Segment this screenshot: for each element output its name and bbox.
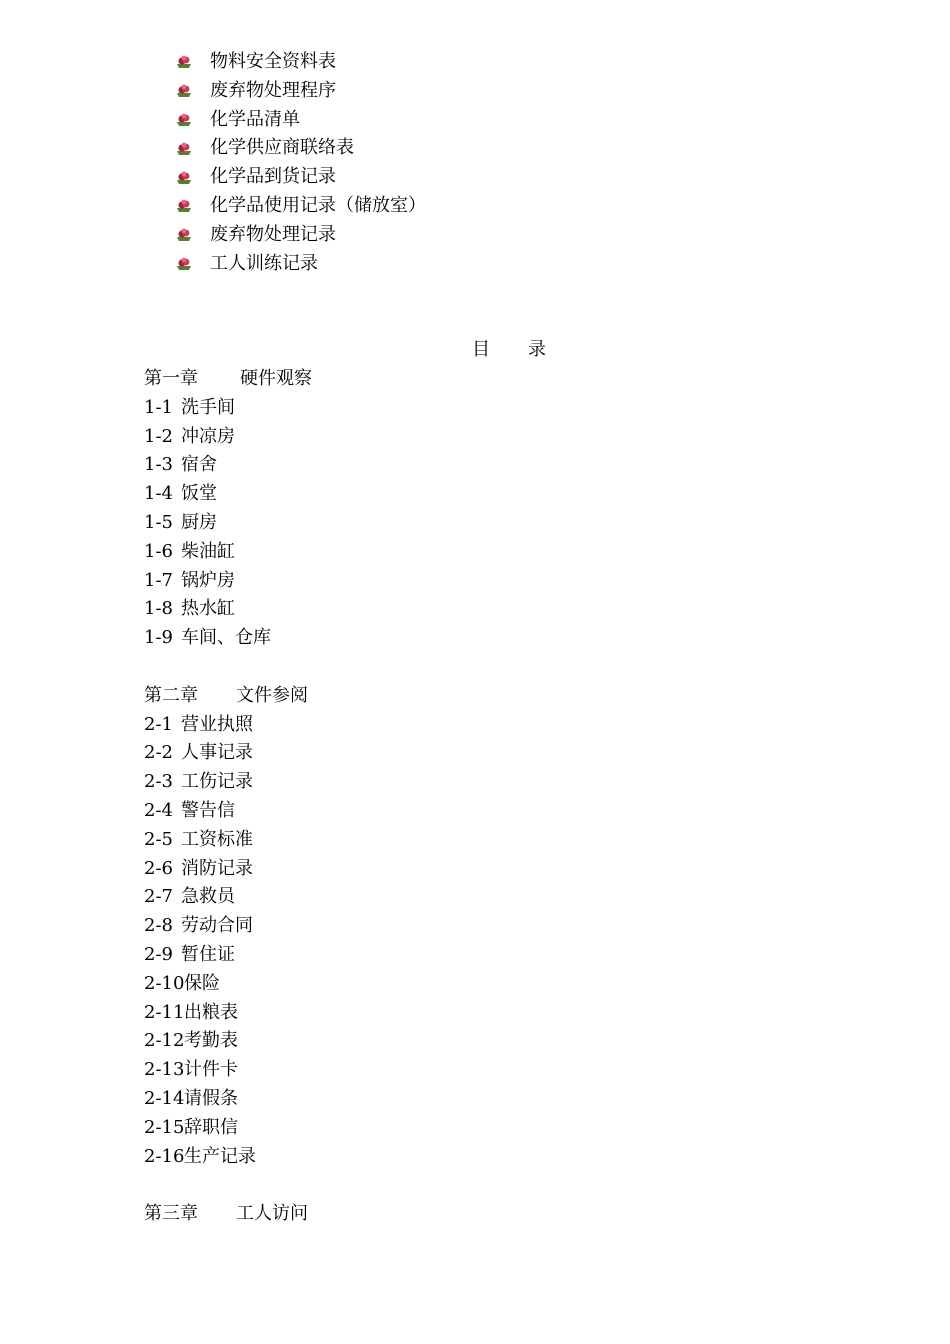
chapter-label: 第二章 — [144, 684, 198, 706]
flower-bullet-icon — [176, 199, 192, 213]
item-number: 2-12 — [144, 1030, 185, 1052]
flower-bullet-icon — [176, 113, 192, 127]
toc-item — [144, 1143, 844, 1172]
item-text: 车间、仓库 — [181, 627, 271, 649]
flower-bullet-icon — [176, 228, 192, 242]
list-item — [176, 163, 426, 192]
item-number: 1-1 — [144, 396, 173, 418]
item-text: 请假条 — [184, 1087, 238, 1109]
chapter-title: 文件参阅 — [236, 684, 308, 706]
item-text: 辞职信 — [184, 1116, 238, 1138]
toc-item — [144, 1027, 844, 1056]
toc-title-left: 目 — [472, 339, 490, 360]
list-item — [176, 250, 426, 279]
toc-item — [144, 595, 844, 624]
item-number: 2-16 — [144, 1145, 185, 1167]
list-item — [176, 77, 426, 106]
toc-item — [144, 970, 844, 999]
item-text: 考勤表 — [184, 1030, 238, 1052]
item-number: 2-4 — [144, 799, 173, 821]
toc-item — [144, 509, 844, 538]
item-number: 2-2 — [144, 742, 173, 764]
item-number: 2-14 — [144, 1087, 185, 1109]
item-text: 急救员 — [181, 886, 235, 908]
item-text: 消防记录 — [181, 857, 253, 879]
item-number: 1-6 — [144, 540, 173, 562]
table-of-contents — [144, 365, 844, 1229]
toc-item — [144, 711, 844, 740]
flower-bullet-icon — [176, 84, 192, 98]
item-text: 出粮表 — [184, 1001, 238, 1023]
bullet-list — [176, 48, 426, 278]
item-text: 工资标准 — [181, 828, 253, 850]
toc-item — [144, 912, 844, 941]
item-text: 热水缸 — [181, 598, 235, 620]
list-item — [176, 192, 426, 221]
item-number: 2-8 — [144, 915, 173, 937]
item-number: 2-11 — [144, 1001, 185, 1023]
item-number: 2-13 — [144, 1059, 185, 1081]
item-number: 1-9 — [144, 627, 173, 649]
flower-bullet-icon — [176, 171, 192, 185]
item-text: 营业执照 — [181, 713, 253, 735]
item-text: 宿舍 — [181, 454, 217, 476]
item-number: 1-4 — [144, 483, 173, 505]
bullet-text: 化学品使用记录（储放室） — [210, 194, 426, 216]
bullet-text: 化学品清单 — [210, 108, 300, 130]
toc-item — [144, 768, 844, 797]
toc-item — [144, 1114, 844, 1143]
toc-item — [144, 797, 844, 826]
bullet-text: 工人训练记录 — [210, 252, 318, 274]
bullet-text: 化学品到货记录 — [210, 166, 336, 188]
item-number: 2-10 — [144, 972, 185, 994]
toc-item — [144, 941, 844, 970]
item-number: 1-3 — [144, 454, 173, 476]
chapter-title: 硬件观察 — [240, 368, 312, 389]
item-text: 工伤记录 — [181, 771, 253, 793]
item-number: 2-15 — [144, 1116, 185, 1138]
item-text: 暂住证 — [181, 943, 235, 965]
list-item — [176, 221, 426, 250]
toc-item — [144, 739, 844, 768]
item-text: 警告信 — [181, 799, 235, 821]
item-number: 1-7 — [144, 569, 173, 591]
item-number: 2-1 — [144, 713, 173, 735]
list-item — [176, 134, 426, 163]
chapter-heading — [144, 682, 844, 711]
bullet-text: 废弃物处理记录 — [210, 223, 336, 245]
toc-item — [144, 451, 844, 480]
toc-item — [144, 624, 844, 653]
toc-item — [144, 855, 844, 884]
item-text: 生产记录 — [184, 1145, 256, 1167]
list-item — [176, 106, 426, 135]
toc-item — [144, 1056, 844, 1085]
item-number: 2-9 — [144, 943, 173, 965]
item-text: 厨房 — [181, 511, 217, 533]
spacer — [144, 653, 844, 682]
list-item — [176, 48, 426, 77]
item-number: 2-3 — [144, 771, 173, 793]
flower-bullet-icon — [176, 257, 192, 271]
flower-bullet-icon — [176, 55, 192, 69]
item-number: 1-5 — [144, 511, 173, 533]
item-number: 1-2 — [144, 425, 173, 447]
item-text: 冲凉房 — [181, 425, 235, 447]
item-number: 2-7 — [144, 886, 173, 908]
toc-item — [144, 883, 844, 912]
toc-item — [144, 538, 844, 567]
item-number: 2-6 — [144, 857, 173, 879]
bullet-text: 物料安全资料表 — [210, 51, 336, 72]
item-text: 保险 — [184, 972, 220, 994]
toc-item — [144, 1085, 844, 1114]
spacer — [144, 1171, 844, 1200]
toc-title-right: 录 — [528, 339, 546, 360]
item-number: 2-5 — [144, 828, 173, 850]
flower-bullet-icon — [176, 142, 192, 156]
item-text: 人事记录 — [181, 742, 253, 764]
item-text: 劳动合同 — [181, 915, 253, 937]
toc-item — [144, 423, 844, 452]
toc-item — [144, 826, 844, 855]
toc-item — [144, 567, 844, 596]
item-text: 柴油缸 — [181, 540, 235, 562]
item-text: 计件卡 — [184, 1059, 238, 1081]
item-text: 饭堂 — [181, 483, 217, 505]
toc-title — [472, 336, 546, 365]
chapter-title: 工人访问 — [236, 1203, 308, 1225]
chapter-label: 第一章 — [144, 368, 198, 389]
toc-item — [144, 999, 844, 1028]
toc-item — [144, 394, 844, 423]
toc-item — [144, 480, 844, 509]
bullet-text: 废弃物处理程序 — [210, 79, 336, 101]
item-text: 洗手间 — [181, 396, 235, 418]
bullet-text: 化学供应商联络表 — [210, 137, 354, 159]
chapter-heading — [144, 365, 844, 394]
item-number: 1-8 — [144, 598, 173, 620]
chapter-heading — [144, 1200, 844, 1229]
item-text: 锅炉房 — [181, 569, 235, 591]
chapter-label: 第三章 — [144, 1203, 198, 1225]
